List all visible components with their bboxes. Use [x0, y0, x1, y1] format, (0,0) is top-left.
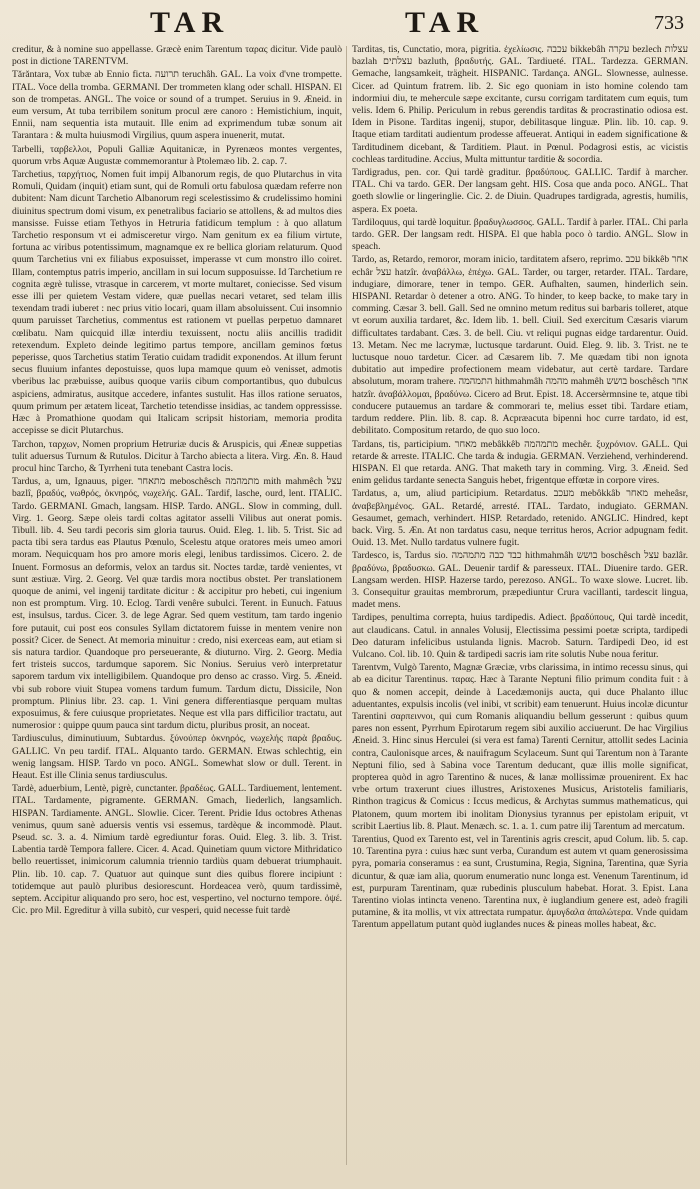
entry-tarentum: Tarentvm, Vulgò Tarento, Magnæ Græciæ, vrbs clarissima, in intimo recessu sinus, qui ab ea dicitur Tarentinus. ταρας. Hæc à Tarante Neptuni filio primum condita fuit : à quo & nomen accepit, deinde à Lacedæmonijs aucta, qui duce Phalanto illuc aduentantes, expulsis incolis (vel inibi, vt scribit) eam tenuerunt. Huius incolæ dicuntur Tarentini σαρπειννοι, qui cum Romanis aliquandiu bellum gesserunt : quibus quum pares non essent, Pyrrhum Epirotarum regem sibi auxilio acciuerunt. De hac Virgilius Æneid. 3. Hinc sinus Herculei (si vera est fama) Tarenti Cernitur, attollit sedes Lacinia contra, Caulonisque arces, & nauifragum Scylaceum. Sunt qui Tarentum non à Tarante Neptuni filio, sed à Sabina voce Tarentum deducant, quæ illis molle significat, propterea quòd in agro Tarentino & nuces, & lanæ mollissimæ prouenirent. Ex hac vrbe ortum traxerunt ciues illustres, Aristoxenes Musicus, Aristotelis familiaris, Rinthon tragicus & Comicus : Iccus medicus, & Archytas summus mathematicus, qui Platonem, quum mortem ibi inolitam Dionysius tyrannus per epistolam eripuit, vt scribit Laertius lib. 8. Plaut. Menæch. sc. 1. a. 1. cum patre ilij Tarentum ad mercatum. [352, 662, 688, 832]
running-head-left: TAR [150, 6, 230, 39]
entry-tardiloquus: Tardiloquus, qui tardè loquitur. βραδυγλωσσος. GALL. Tardif à parler. ITAL. Chi parla tardo. GER. Der langsam redt. HISPA. El que habla poco ò tardio. ANGL. Slow in speach. [352, 216, 688, 253]
entry-tardiusculus: Tardiusculus, diminutiuum, Subtardus. ξύνούπερ ὀκνηρός, νωχελής παρὰ βραδυς. GALLIC. Vn peu tardif. ITAL. Alquanto tardo. GERMAN. Etwas schlechtig, ein wenig langsam. HISP. Tardo vn poco. ANGL. Somewhat slow or dull. Terent. in Heaut. Est ille Clinia senus tardiusculus. [12, 733, 342, 781]
entry-tarditas: Tarditas, tis, Cunctatio, mora, pigritia. ἐχελίωσις. עכבה bikkebâh עקרה bezlech עצלות bazlah עצלתים bazluth, βραδυτής. GAL. Tardiueté. ITAL. Tardezza. GERMAN. Gemache, langsamkeit, trägheit. HISPANIC. Tardança. ANGL. Slownesse, aulnesse. Cicer. ad Quintum fratrem. lib. 2. Sic ego quoniam in isto homine colendo tam indormiui diu, te mehercule sæpe excitante, cursu corrigam tarditatem cum equis, tum velis. Idem 6. Philip. Periculum in rebus gerendis tarditas & procrastinatio odiosa est. Idem in Pisone. Tarditas ingenij, stupor, debilitasque linguæ. Plin. lib. 10. cap. 9. Itaque etiam tarditati audientum prodesse affeuerat. Antiqui in eadem significatione & Tarditudinem dicebant, & Tarditiem. Plaut. in Pœnul. Podagrosi estis, ac vicistis cochleas tarditudine. Accius, Multa mittuntur tarditie & socordia. [352, 44, 688, 165]
entry-tardus: Tardus, a, um, Ignauus, piger. מתאחר meboschêsch מתמהמה mith mahmêch עצל bazlî, βραδύς, νωθρός, ὀκνηρός, νωχελής. GAL. Tardif, lasche, ourd, lent. ITALIC. Tardo. GERMANI. Gmach, langsam. HISP. Tardo. ANGL. Slow in comming, dull. Virg. 1. Georg. Sæpe oleis tardi coltas agitator asselli Vilibus aut onerat pomis. Tibull. lib. 4. Seu tardi pecoris sim gloria taurus. Ouid. Eleg. 1. lib. 5. Trist. Sic ad pacta tibi sera tardus eas Plautus Pœnulo, Scelestu atque oratores meis umeo amori moram. Nequicquam hos pro amore moris elegi, lenibus tardissimos. Cicero. 2. de Inuent. Formosus an deformis, velox an tardus sit. Noctes tardæ, tardè venientes, vt sunt æstiuæ. Virg. 2. Georg. Vel quæ tardis mora noctibus obstet. Per translationem quoque de animi, vel ingenij tarditate dicitur : & accipitur pro hebeti, cui ingenium non est promptum. Virg. 10. Eclog. Tardi venêre subulci. Terent. in Eunuch. Fatuus est, insulsus, tardus. Cicer. 3. de lege Agrar. Sed quem vestitum, tam tardo ingenio fore putauit, cui post eos consules Syllam dictatorem fuisse in mentem venire non possit? Cicer. de Senect. At memoria minuitur : credo, nisi exerceas eam, aut etiam si sis natura tardior. Quandoque pro perseuerante, & diuturno. Virg. 2. Georg. Media fert tristeis succos, tardumque saporem. Sic Nonius. Seruius verò interpretatur saporem tardum vix intelligibilem. Quandoque pro denso ac crasso. Virg. 5. Æneid. vbi sub robore viuit Stupea vomens tardum fumum. Tardum dictu, Dissicile, Non promptum. Plinius libr. 23. cap. 1. Vini genera differentiasque perquam multas exposuimus, & fere cuiusque proprietates. Neque est vlla pars difficilior tractatu, aut numerosior : quippe quum pauca sint tardum dictu, pluribus prosit, an noceat. [12, 476, 342, 732]
right-column [352, 44, 688, 1169]
entry-tarde: Tardè, aduerbium, Lentè, pigrè, cunctanter. βραδέως. GALL. Tardiuement, lentement. ITAL. Tardamente, pigramente. GERMAN. Gmach, Iiederlich, langsamlich. HISPAN. Tardiamente. ANGL. Slowlie. Cicer. Terent. Pridie Idus octobres Athenas venimus, quum sanè aduersis ventis vsi essemus, tardèque & incommodè. Plaut. Pseud. sc. 3. a. 4. Nimium tardè egrediuntur foras. Ouid. Eleg. 3. lib. 3. Trist. Labentia tardè Tempora fallere. Cicer. 4. Acad. Quinetiam quum victore Mithridatico bello reuertisset, inimicorum calumnia triennio tardiùs quam debuerat triumphauit. Plin. lib. 10. cap. 7. Quatuor aut quinque sunt dies quibus florere incipiunt : totidemque aut paulò pluribus desiorescunt. Hordeacea verò, quum tardissimè, septem. Accipitur aliquando pro sero, hoc est, vespertino, vel nocturno tempore. ὀψέ. Cic. pro Mil. Egreditur à villa subitò, cur vesperi, quid necesse fuit tardè [12, 783, 342, 917]
entry-tarchetius: Tarchetius, ταρχήτιος, Nomen fuit impij Albanorum regis, de quo Plutarchus in vita Romuli, Quidam (inquit) etiam sunt, qui de Romuli ortu fabulosa quædam referre non dubitent: Nam dicunt Tarchetio Albanorum regi scelestissimo & crudelissimo homini diuinitus spectrum domi visum, ex penetralibus faciario se attollens, & ad multos dies mansisse. Fuisse etiam Tethyos in Hetruria fatidicum templum : à quo allatum Tarchetio responsum vt ei admisceretur virgo. Nam genitum ex ea filium virtute, fortuna ac viribus potentissimum, magnamque ex re bellica gloriam relaturum. Quod quum Tarchetius vni ex filiabus exposuisset, imperasse vt cum monstro illo coiret. Illam, contemptus patris imperio, ancillam in sui locum supposuisse. Id Tarchetium re cognita ægrè tulisse, vtrasque in carcerem, vt morte multaret, coniecisse. Sed visum esse illi per quietem Vestam videre, quæ puellas necari vetaret, sed telam illis texendam tradi iuberet : nec prius vitio locari, quam illam absoluissent. Cui insomnio quum paruisset Tarchetius, commentus est rationem vt puellas perpetuo damnaret cœlibatu. Nam quicquid illæ interdiu texuissent, noctu aliis ancillis tradidit retexendum. Expleto deinde legitimo partus tempore, ancillam geminos fœtus peperisse, quos Tarchetius statim Teratio cuidam tradidit exponendos. At illum ferunt secus fluuium infantes depostuisse, quos lupa mamque quum eò venisset, admotis vberibus lac præbuisse, auibus quoque variis cibum comportantibus, quo dubulcus aspiciens, admiratus, ausitque accedere, infantes sustulit. Has illos ratione seruatos, quum primum per ætatem liceat, Tarchetio tetendisse insidias, ac tandem oppressisse. Hæc à Promathione quodam qui Italicam scripsit historiam, memoria prodita accepisse se dicit Plutarchus. [12, 169, 342, 437]
left-column [12, 44, 342, 1169]
entry-creditur: creditur, & à nomine suo appellasse. Græcè enim Tarentum ταρας dicitur. Vide paulò post in dictione TARENTVM. [12, 44, 342, 68]
column-divider [346, 46, 347, 1165]
entry-tarantara: Tărăntara, Vox tubæ ab Ennio ficta. תרועה teruchâh. GAL. La voix d'vne trompette. ITAL. Voce della tromba. GERMANI. Der trommeten klang oder schall. HISPAN. El son de trompetas. ANGL. The voice or sound of a trumpet. Seruius in 9. Æneid. in eum versum, At tuba terribilem sonitum procul ære canoro : Hemistichium, inquit, Ennii, nam sequentia ista mutauit. Ille enim ad exprimendum tubæ sonum ait Tarantara : & multa huiusmodi Virgilius, quum aspera inuenerit, mutat. [12, 69, 342, 142]
entry-tarentius: Tarentius, Quod ex Tarento est, vel in Tarentinis agris crescit, apud Colum. lib. 5. cap. 10. Tarentina pyra : cuius hæc sunt verba, Curandum est autem vt quam generosissima pyra, pomaria conseramus : ea sunt, Crustumina, Regia, Signina, Tarentina, quæ Syria dicuntur, & quæ iam alia, quorum enumeratio nunc longa est. Venenum Tarentinum, id est, purpuram Tarentinam, quæ rubedinis plusculum habebat. Horat. 3. Epist. Lana Tarentino violas intincta veneno. Tarentina nux, è iuglandium genere est, adeò fragili putamine, & ita mollis, vt vix attrectata rumpatur. ἀμυγδαλα ἀπαλώτερα. Vnde quidam Tarentum appellatum putant quòd iuglandes nuces & pineas molles habeat, &c. [352, 834, 688, 931]
entry-tarbelli: Tarbelli, ταρβελλοι, Populi Galliæ Aquitanicæ, in Pyrenæos montes vergentes, quorum vrbs Aquæ Augustæ commemorantur à Ptolemæo lib. 2. cap. 7. [12, 143, 342, 167]
running-head-right: TAR [405, 6, 485, 39]
page-number: 733 [654, 12, 684, 34]
entry-tardatus: Tardatus, a, um, aliud participium. Retardatus. מעכב mebôkkâb מאחר meheâsr, ἀναβεβλημένος. GAL. Retardé, arresté. ITAL. Tardato, indugiato. GERMAN. Gesaumet, gemach, verhindert. HISP. Retardado, retenido. ANGLIC. Hindred, kept back. Virg. 5. Æn. At non tardatus casu, neque territus heros, Acrior adpugnam fedit. Ouid. 13. Met. Nullo tardatus vulnere fugit. [352, 488, 688, 549]
entry-tardesco: Tardesco, is, Tardus sio. כבד כבה מתמהמה hithmahmâh בושש boschêsch עצל bazlâr. βραδύνω, βραδυσκω. GAL. Deuenir tardif & paresseux. ITAL. Diuenire tardo. GER. Langsam werden. HISP. Hazerse tardo, perezoso. ANGL. To waxe slowe. Lucret. lib. 3. Consequitur grauitas membrorum, præpediuntur Crura vacillanti, tardescit lingua, madet mens. [352, 550, 688, 611]
entry-tarchon: Tarchon, ταρχων, Nomen proprium Hetruriæ ducis & Aruspicis, qui Æneæ suppetias tulit aduersus Turnum & Rutulos. Dicitur à Tarcho abiecta a litera. Virg. Æn. 8. Haud procul hinc Tarcho, & Tyrrheni tuta tenebant Castra locis. [12, 438, 342, 474]
entry-tardo: Tardo, as, Retardo, remoror, moram inicio, tarditatem afsero, reprimo. עכב bikkêb אחר echâr עצל hatzîr. ἀναβάλλω, ἐπέχω. GAL. Tarder, ou targer, retarder. ITAL. Tardare, indugiare, dimorare, tener in tempo. GER. Aufhalten, saumen, hinderlich sein. HISPANI. Retardar ò detener a otro. ANG. To hinder, to keep backe, to make tary in comming. Cæsar 3. bell. Gall. Sed ne omnino metum reditus sui barbaris tolleret, atque vt eorum auxilia tardaret, &c. Idem lib. 1. bell. Ciuil. Sed exercitum Cæsaris viarum difficultates tardabant. Cæs. 3. de bell. Ciu. vt reliqui pugnas eidge tardarentur. Ouid. 13. Metam. Nec me lacrymæ, luctusque tardarunt. Ouid. Eleg. 9. lib. 3. Trist. ne te luctusque nouo tardetur. Cicer. ad Cæsarem lib. 7. Me quædam tibi non ignota dubitatio aut impedire profectionem meam videbatur, aut certè tardare. Tardare absolutum, moram trahere. התמהמה hithmahmâh מהמה mahmêh בושש boschêsch אחר hatzîr. ἀναβάλλομαι, βραδύνω. Cicero ad Brut. Epist. 18. Accersèrmnsine te, atque tibi conducere putauemus an tardare & commorari te, melius esset tibi. Tardare etiam, tardum reddere. Plin. lib. 8. cap. 8. Acpræacuta bipenni hoc curre tardato, id est, debilitato. Compositum retardo, de quo suo loco. [352, 254, 688, 437]
page-header [0, 0, 700, 40]
entry-tardigradus: Tardigradus, pen. cor. Qui tardè graditur. βραδύπους. GALLIC. Tardif à marcher. ITAL. Chi va tardo. GER. Der langsam geht. HIS. Cosa que anda poco. ANGL. That goeth slowlie or lingeringlie. Cic. 2. de Diuin. Quadrupes tardigrada, agrestis, humilis, aspera. Ex poeta. [352, 167, 688, 215]
entry-tardipes: Tardipes, penultima correpta, huius tardipedis. Adiect. βραδύπους, Qui tardè incedit, aut claudicans. Catul. in annales Volusij, Electissima pessimi poetæ scripta, tardipedi Deo daturam infelicibus ustulanda lignis. Macrob. Saturn. Tardipedi Deo, id est Vulcano. Col. lib. 10. Quin & tardipedi sacris iam rite solutis Nube noua feritur. [352, 612, 688, 660]
entry-tardans: Tardans, tis, participium. מאחר mebâkkêb מתמהמה mechêr. ξυχρόνιον. GALL. Qui retarde & arreste. ITALIC. Che tarda & indugia. GERMAN. Verziehend, verhinderend. HISPAN. El que retarda. ANG. That maketh tary in comming. Virg. 3. Æneid. Sed enim gelidus tardante senecta Sanguis hebet, frigentque effœtæ in corpore vires. [352, 438, 688, 487]
